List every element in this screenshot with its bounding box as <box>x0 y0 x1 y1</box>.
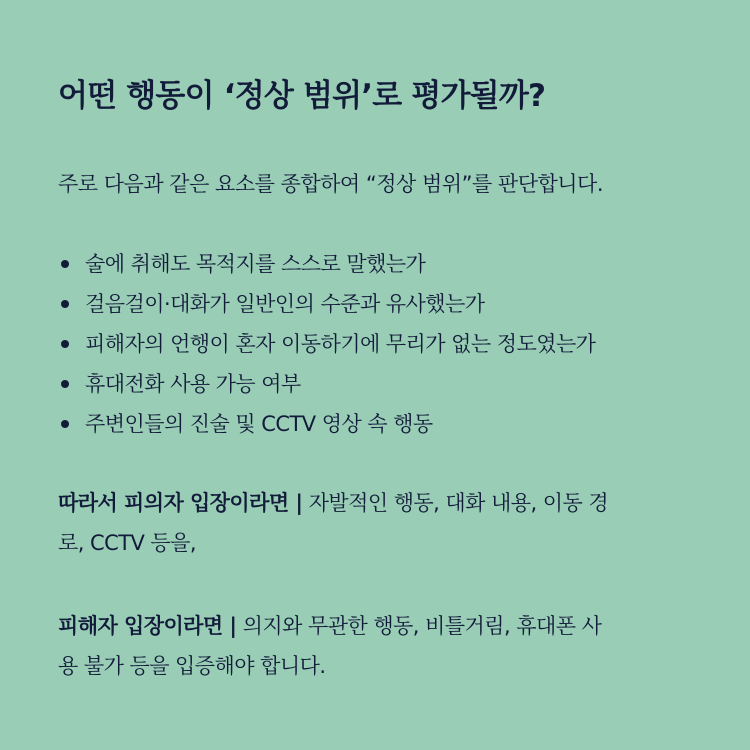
bullet-dot-icon <box>61 380 69 388</box>
list-item <box>58 286 718 326</box>
suspect-paragraph-line-2: 로, CCTV 등을, <box>58 531 197 555</box>
list-item-text: 걸음걸이·대화가 일반인의 수준과 유사했는가 <box>85 292 485 316</box>
bullet-dot-icon <box>61 300 69 308</box>
suspect-paragraph-line-1 <box>58 483 708 523</box>
victim-paragraph-line-2: 용 불가 등을 입증해야 합니다. <box>58 654 326 678</box>
list-item-text: 피해자의 언행이 혼자 이동하기에 무리가 없는 정도였는가 <box>85 332 596 356</box>
victim-text: 의지와 무관한 행동, 비틀거림, 휴대폰 사 <box>236 614 602 638</box>
list-item-text: 휴대전화 사용 가능 여부 <box>85 372 301 396</box>
criteria-list <box>58 246 718 446</box>
bullet-dot-icon <box>61 260 69 268</box>
victim-paragraph-line-1 <box>58 606 708 646</box>
list-item <box>58 246 718 286</box>
page-title: 어떤 행동이 ‘정상 범위’로 평가될까? <box>58 78 546 114</box>
suspect-paragraph <box>58 483 708 563</box>
list-item-text: 주변인들의 진술 및 CCTV 영상 속 행동 <box>85 412 433 436</box>
intro-text: 주로 다음과 같은 요소를 종합하여 “정상 범위”를 판단합니다. <box>58 172 604 196</box>
suspect-label: 따라서 피의자 입장이라면 | <box>58 491 303 515</box>
suspect-text: 자발적인 행동, 대화 내용, 이동 경 <box>302 491 609 515</box>
list-item <box>58 326 718 366</box>
victim-label: 피해자 입장이라면 | <box>58 614 237 638</box>
victim-paragraph <box>58 606 708 686</box>
list-item <box>58 366 718 406</box>
bullet-dot-icon <box>61 340 69 348</box>
list-item <box>58 406 718 446</box>
list-item-text: 술에 취해도 목적지를 스스로 말했는가 <box>85 252 426 276</box>
bullet-dot-icon <box>61 420 69 428</box>
